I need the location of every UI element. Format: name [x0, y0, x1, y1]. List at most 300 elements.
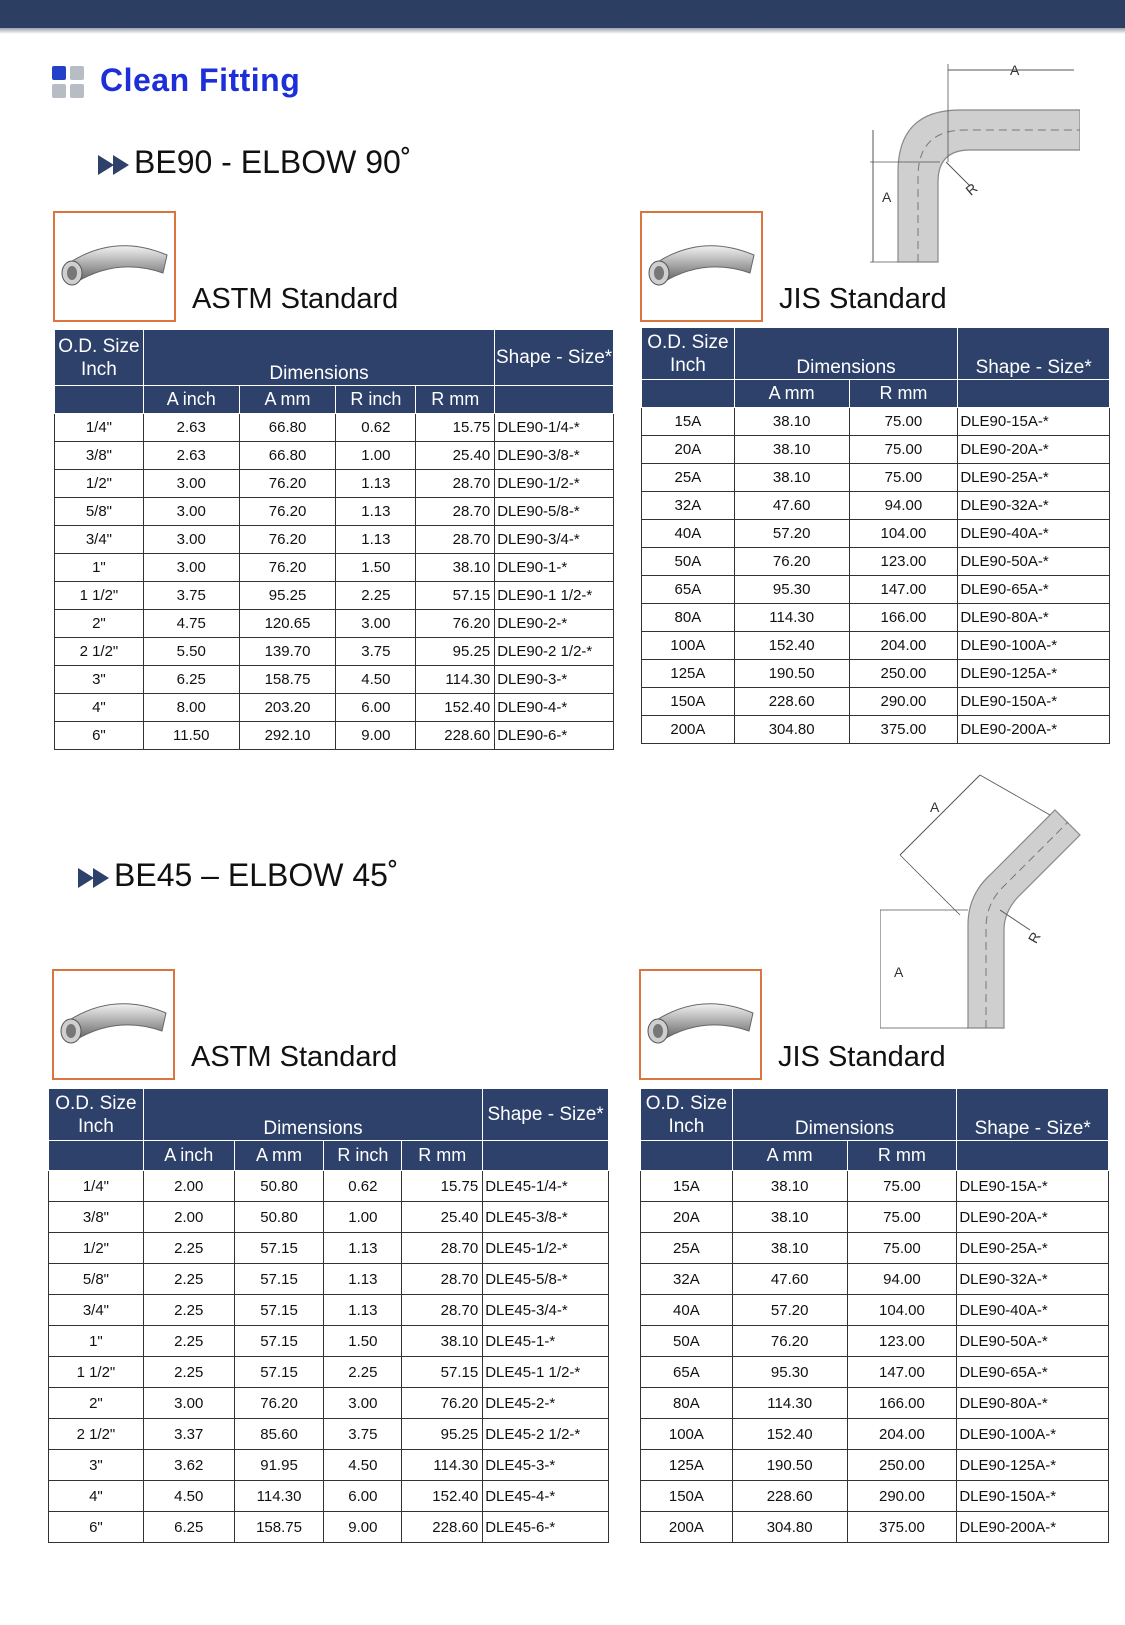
- table-cell: 3.00: [336, 610, 416, 638]
- header-od-sub: [642, 380, 735, 408]
- table-cell: 1/2": [49, 1233, 144, 1264]
- header-od: O.D. Size Inch: [55, 330, 144, 386]
- table-cell: 57.15: [234, 1295, 324, 1326]
- table-cell: 2.25: [143, 1233, 234, 1264]
- table-cell: DLE45-5/8-*: [483, 1264, 609, 1295]
- table-cell: 75.00: [849, 408, 958, 436]
- table-cell: 50.80: [234, 1202, 324, 1233]
- table-cell: 3.37: [143, 1419, 234, 1450]
- table-cell: DLE90-32A-*: [958, 492, 1110, 520]
- table-cell: 190.50: [734, 660, 849, 688]
- table-cell: 95.25: [239, 582, 336, 610]
- table-row: [642, 408, 1110, 436]
- table-cell: 114.30: [732, 1388, 847, 1419]
- table-row: [641, 1295, 1109, 1326]
- table-cell: 80A: [641, 1388, 733, 1419]
- table-row: [55, 582, 614, 610]
- table-cell: 25A: [642, 464, 735, 492]
- table-cell: 123.00: [847, 1326, 957, 1357]
- table-row: [55, 610, 614, 638]
- elbow-image: [641, 971, 760, 1078]
- table-cell: 40A: [641, 1295, 733, 1326]
- table-row: [55, 554, 614, 582]
- table-row: [55, 498, 614, 526]
- table-cell: 85.60: [234, 1419, 324, 1450]
- header-od: O.D. Size Inch: [642, 328, 735, 380]
- diagram-label-a: A: [882, 189, 892, 205]
- header-shape-sub: [957, 1141, 1109, 1171]
- table-cell: DLE90-100A-*: [958, 632, 1110, 660]
- table-cell: 158.75: [239, 666, 336, 694]
- table-cell: 65A: [641, 1357, 733, 1388]
- table-cell: 15A: [641, 1171, 733, 1202]
- header-shape: Shape - Size*: [957, 1089, 1109, 1141]
- header-a-mm: A mm: [234, 1141, 324, 1171]
- header-a-mm: A mm: [732, 1141, 847, 1171]
- table-cell: 75.00: [847, 1171, 957, 1202]
- table-cell: 15A: [642, 408, 735, 436]
- diagram-label-r: R: [962, 179, 981, 199]
- table-cell: 203.20: [239, 694, 336, 722]
- table-cell: 3.62: [143, 1450, 234, 1481]
- table-row: [641, 1264, 1109, 1295]
- table-cell: 47.60: [734, 492, 849, 520]
- table-cell: 3.75: [143, 582, 239, 610]
- table-cell: 25.40: [416, 442, 495, 470]
- table-cell: DLE90-1/2-*: [495, 470, 614, 498]
- table-cell: 228.60: [416, 722, 495, 750]
- table-cell: 0.62: [324, 1171, 402, 1202]
- section-title-text: BE90 - ELBOW 90˚: [134, 144, 412, 180]
- table-cell: DLE45-3/8-*: [483, 1202, 609, 1233]
- table-cell: 228.60: [734, 688, 849, 716]
- table-cell: 152.40: [732, 1419, 847, 1450]
- section-title-text: BE45 – ELBOW 45˚: [114, 857, 399, 893]
- table-cell: 95.25: [402, 1419, 483, 1450]
- header-dimensions: Dimensions: [732, 1089, 957, 1141]
- table-cell: DLE45-4-*: [483, 1481, 609, 1512]
- table-cell: DLE90-5/8-*: [495, 498, 614, 526]
- table-cell: DLE90-65A-*: [958, 576, 1110, 604]
- table-cell: 57.15: [416, 582, 495, 610]
- table-row: [642, 632, 1110, 660]
- table-cell: DLE90-3-*: [495, 666, 614, 694]
- table-cell: 80A: [642, 604, 735, 632]
- table-cell: 100A: [641, 1419, 733, 1450]
- header-shape: Shape - Size*: [483, 1089, 609, 1141]
- table-cell: 20A: [642, 436, 735, 464]
- table-cell: 2.00: [143, 1171, 234, 1202]
- header-r-inch: R inch: [324, 1141, 402, 1171]
- table-cell: 66.80: [239, 414, 336, 442]
- header-r-mm: R mm: [849, 380, 958, 408]
- double-arrow-icon: [98, 154, 132, 176]
- header-a-mm: A mm: [239, 386, 336, 414]
- table-cell: 50.80: [234, 1171, 324, 1202]
- table-row: [642, 716, 1110, 744]
- table-cell: 3": [49, 1450, 144, 1481]
- table-row: [642, 464, 1110, 492]
- table-cell: DLE90-3/8-*: [495, 442, 614, 470]
- table-cell: 5.50: [143, 638, 239, 666]
- table-row: [642, 436, 1110, 464]
- table-cell: DLE90-40A-*: [958, 520, 1110, 548]
- table-cell: 94.00: [847, 1264, 957, 1295]
- table-cell: 28.70: [402, 1233, 483, 1264]
- header-od: O.D. Size Inch: [49, 1089, 144, 1141]
- header-a-inch: A inch: [143, 386, 239, 414]
- table-cell: 57.15: [234, 1233, 324, 1264]
- header-a-mm: A mm: [734, 380, 849, 408]
- table-cell: 158.75: [234, 1512, 324, 1543]
- table-cell: 2.63: [143, 414, 239, 442]
- table-cell: DLE90-4-*: [495, 694, 614, 722]
- table-cell: DLE90-65A-*: [957, 1357, 1109, 1388]
- table-row: [49, 1233, 609, 1264]
- header-r-inch: R inch: [336, 386, 416, 414]
- table-cell: 38.10: [732, 1233, 847, 1264]
- table-cell: 57.15: [234, 1357, 324, 1388]
- table-cell: 0.62: [336, 414, 416, 442]
- table-cell: 290.00: [847, 1481, 957, 1512]
- section-title-elbow-90: [98, 144, 411, 181]
- elbow-photo-jis-90: [640, 211, 763, 322]
- table-cell: 76.20: [234, 1388, 324, 1419]
- header-r-mm: R mm: [416, 386, 495, 414]
- table-cell: 304.80: [734, 716, 849, 744]
- table-row: [55, 694, 614, 722]
- table-cell: 66.80: [239, 442, 336, 470]
- table-cell: 94.00: [849, 492, 958, 520]
- table-cell: 114.30: [402, 1450, 483, 1481]
- table-row: [641, 1357, 1109, 1388]
- table-cell: 1/4": [55, 414, 144, 442]
- diagram-label-a: A: [930, 799, 940, 815]
- table-cell: 11.50: [143, 722, 239, 750]
- table-cell: 204.00: [849, 632, 958, 660]
- table-cell: 2.25: [336, 582, 416, 610]
- table-cell: DLE90-2-*: [495, 610, 614, 638]
- table-cell: 47.60: [732, 1264, 847, 1295]
- table-row: [642, 604, 1110, 632]
- table-cell: 57.15: [402, 1357, 483, 1388]
- jis-label-45: JIS Standard: [778, 1041, 946, 1073]
- table-cell: 375.00: [847, 1512, 957, 1543]
- table-cell: 91.95: [234, 1450, 324, 1481]
- table-cell: 1.13: [336, 526, 416, 554]
- table-cell: 75.00: [849, 464, 958, 492]
- table-row: [49, 1481, 609, 1512]
- table-cell: 290.00: [849, 688, 958, 716]
- table-row: [55, 442, 614, 470]
- table-cell: DLE90-2 1/2-*: [495, 638, 614, 666]
- table-cell: DLE90-3/4-*: [495, 526, 614, 554]
- table-row: [642, 548, 1110, 576]
- table-cell: 1 1/2": [55, 582, 144, 610]
- table-cell: 228.60: [402, 1512, 483, 1543]
- table-cell: DLE90-200A-*: [957, 1512, 1109, 1543]
- top-bar: [0, 0, 1125, 28]
- table-cell: 5/8": [49, 1264, 144, 1295]
- table-cell: 76.20: [732, 1326, 847, 1357]
- table-cell: 20A: [641, 1202, 733, 1233]
- table-cell: DLE90-50A-*: [958, 548, 1110, 576]
- table-cell: 1.50: [324, 1326, 402, 1357]
- table-cell: 1": [49, 1326, 144, 1357]
- table-cell: 3.00: [143, 470, 239, 498]
- table-cell: 2.00: [143, 1202, 234, 1233]
- table-cell: 76.20: [416, 610, 495, 638]
- table-cell: 6.25: [143, 1512, 234, 1543]
- table-row: [49, 1202, 609, 1233]
- table-cell: 3/8": [49, 1202, 144, 1233]
- elbow-45-diagram: [880, 760, 1090, 1040]
- table-cell: 147.00: [849, 576, 958, 604]
- jis-label-90: JIS Standard: [779, 283, 947, 315]
- table-cell: DLE90-200A-*: [958, 716, 1110, 744]
- table-cell: 6": [55, 722, 144, 750]
- table-cell: DLE45-1/4-*: [483, 1171, 609, 1202]
- table-cell: 3.00: [143, 526, 239, 554]
- table-row: [642, 576, 1110, 604]
- table-cell: 75.00: [847, 1233, 957, 1264]
- table-cell: 3/4": [49, 1295, 144, 1326]
- table-row: [49, 1419, 609, 1450]
- table-cell: 9.00: [324, 1512, 402, 1543]
- table-cell: 3.75: [324, 1419, 402, 1450]
- header-dimensions: Dimensions: [143, 330, 494, 386]
- elbow-photo-jis-45: [639, 969, 762, 1080]
- table-cell: 4.50: [143, 1481, 234, 1512]
- table-cell: 2 1/2": [49, 1419, 144, 1450]
- table-cell: 95.30: [734, 576, 849, 604]
- table-cell: 125A: [642, 660, 735, 688]
- table-cell: 25A: [641, 1233, 733, 1264]
- table-cell: 250.00: [849, 660, 958, 688]
- astm-table-elbow-90: [54, 329, 614, 750]
- table-cell: 57.20: [732, 1295, 847, 1326]
- header-shape-sub: [958, 380, 1110, 408]
- header-a-inch: A inch: [143, 1141, 234, 1171]
- table-cell: 3.00: [143, 498, 239, 526]
- table-cell: DLE45-1/2-*: [483, 1233, 609, 1264]
- table-row: [641, 1512, 1109, 1543]
- table-cell: 40A: [642, 520, 735, 548]
- table-cell: DLE90-80A-*: [958, 604, 1110, 632]
- table-cell: 57.20: [734, 520, 849, 548]
- table-cell: 1.13: [336, 470, 416, 498]
- table-cell: DLE45-3/4-*: [483, 1295, 609, 1326]
- table-cell: DLE90-150A-*: [957, 1481, 1109, 1512]
- table-cell: 57.15: [234, 1326, 324, 1357]
- table-cell: 200A: [641, 1512, 733, 1543]
- table-cell: 2.25: [143, 1357, 234, 1388]
- table-cell: 152.40: [416, 694, 495, 722]
- table-cell: 2.25: [143, 1264, 234, 1295]
- table-cell: 4": [49, 1481, 144, 1512]
- header-shape-sub: [495, 386, 614, 414]
- table-cell: DLE90-1/4-*: [495, 414, 614, 442]
- table-cell: DLE45-2 1/2-*: [483, 1419, 609, 1450]
- table-cell: 3.00: [143, 1388, 234, 1419]
- table-cell: 204.00: [847, 1419, 957, 1450]
- astm-label-90: ASTM Standard: [192, 283, 399, 315]
- table-cell: 1.13: [324, 1295, 402, 1326]
- table-row: [641, 1326, 1109, 1357]
- table-cell: 152.40: [402, 1481, 483, 1512]
- header-dimensions: Dimensions: [734, 328, 958, 380]
- table-cell: 3/8": [55, 442, 144, 470]
- table-cell: 3.75: [336, 638, 416, 666]
- table-cell: 147.00: [847, 1357, 957, 1388]
- table-cell: 76.20: [402, 1388, 483, 1419]
- elbow-90-diagram: [870, 62, 1080, 272]
- table-cell: 3": [55, 666, 144, 694]
- double-arrow-icon: [78, 867, 112, 889]
- elbow-image: [55, 213, 174, 320]
- table-cell: 28.70: [402, 1264, 483, 1295]
- header-shape: Shape - Size*: [958, 328, 1110, 380]
- diagram-label-a: A: [894, 964, 904, 980]
- table-row: [49, 1450, 609, 1481]
- table-cell: DLE90-100A-*: [957, 1419, 1109, 1450]
- table-cell: DLE90-25A-*: [958, 464, 1110, 492]
- table-cell: 4.75: [143, 610, 239, 638]
- table-cell: 104.00: [849, 520, 958, 548]
- table-cell: 6.00: [324, 1481, 402, 1512]
- table-row: [641, 1202, 1109, 1233]
- table-cell: 95.30: [732, 1357, 847, 1388]
- table-cell: DLE45-3-*: [483, 1450, 609, 1481]
- table-cell: 2.25: [324, 1357, 402, 1388]
- table-row: [642, 520, 1110, 548]
- header-shape-sub: [483, 1141, 609, 1171]
- table-cell: DLE90-40A-*: [957, 1295, 1109, 1326]
- table-cell: 76.20: [734, 548, 849, 576]
- table-cell: 38.10: [732, 1171, 847, 1202]
- table-row: [55, 526, 614, 554]
- table-row: [641, 1450, 1109, 1481]
- table-cell: 1 1/2": [49, 1357, 144, 1388]
- table-cell: 250.00: [847, 1450, 957, 1481]
- table-row: [641, 1419, 1109, 1450]
- table-row: [49, 1295, 609, 1326]
- table-row: [642, 660, 1110, 688]
- table-cell: 3.00: [324, 1388, 402, 1419]
- table-cell: 4.50: [336, 666, 416, 694]
- table-cell: 6.25: [143, 666, 239, 694]
- table-cell: 38.10: [734, 436, 849, 464]
- table-cell: DLE90-1-*: [495, 554, 614, 582]
- table-cell: 5/8": [55, 498, 144, 526]
- table-cell: DLE90-150A-*: [958, 688, 1110, 716]
- table-cell: 38.10: [734, 464, 849, 492]
- table-cell: 120.65: [239, 610, 336, 638]
- table-row: [49, 1264, 609, 1295]
- table-cell: DLE45-1-*: [483, 1326, 609, 1357]
- table-cell: 50A: [642, 548, 735, 576]
- table-cell: 375.00: [849, 716, 958, 744]
- table-row: [55, 470, 614, 498]
- astm-table-elbow-45: [48, 1088, 609, 1543]
- table-cell: 2.25: [143, 1326, 234, 1357]
- header-r-mm: R mm: [847, 1141, 957, 1171]
- table-cell: 152.40: [734, 632, 849, 660]
- table-cell: 75.00: [849, 436, 958, 464]
- table-cell: 76.20: [239, 470, 336, 498]
- table-cell: 28.70: [416, 470, 495, 498]
- table-cell: 1.13: [324, 1233, 402, 1264]
- table-cell: 38.10: [402, 1326, 483, 1357]
- table-cell: 114.30: [416, 666, 495, 694]
- table-cell: DLE90-125A-*: [958, 660, 1110, 688]
- header-r-mm: R mm: [402, 1141, 483, 1171]
- table-cell: 2.25: [143, 1295, 234, 1326]
- table-cell: 1.00: [336, 442, 416, 470]
- table-cell: 1/2": [55, 470, 144, 498]
- table-cell: 4.50: [324, 1450, 402, 1481]
- table-cell: 104.00: [847, 1295, 957, 1326]
- table-cell: 3.00: [143, 554, 239, 582]
- table-cell: 3/4": [55, 526, 144, 554]
- table-cell: DLE90-1 1/2-*: [495, 582, 614, 610]
- table-cell: 8.00: [143, 694, 239, 722]
- table-row: [49, 1326, 609, 1357]
- table-cell: DLE45-6-*: [483, 1512, 609, 1543]
- header-od-sub: [641, 1141, 733, 1171]
- table-cell: 38.10: [734, 408, 849, 436]
- table-row: [642, 492, 1110, 520]
- table-cell: DLE90-50A-*: [957, 1326, 1109, 1357]
- table-cell: 166.00: [849, 604, 958, 632]
- jis-table-elbow-45: [640, 1088, 1109, 1543]
- header-shape: Shape - Size*: [495, 330, 614, 386]
- table-cell: DLE90-20A-*: [958, 436, 1110, 464]
- grid-logo-icon: [52, 66, 86, 100]
- table-cell: 9.00: [336, 722, 416, 750]
- table-cell: 190.50: [732, 1450, 847, 1481]
- table-cell: 166.00: [847, 1388, 957, 1419]
- table-cell: 2.63: [143, 442, 239, 470]
- table-cell: 6.00: [336, 694, 416, 722]
- table-cell: 38.10: [732, 1202, 847, 1233]
- table-cell: 38.10: [416, 554, 495, 582]
- table-row: [49, 1171, 609, 1202]
- table-row: [55, 722, 614, 750]
- table-cell: DLE90-32A-*: [957, 1264, 1109, 1295]
- table-cell: DLE90-15A-*: [958, 408, 1110, 436]
- table-cell: DLE90-6-*: [495, 722, 614, 750]
- header-od: O.D. Size Inch: [641, 1089, 733, 1141]
- diagram-label-a: A: [1010, 62, 1020, 78]
- page-title: Clean Fitting: [100, 62, 301, 98]
- table-cell: 50A: [641, 1326, 733, 1357]
- table-cell: 139.70: [239, 638, 336, 666]
- table-row: [49, 1357, 609, 1388]
- table-cell: 2 1/2": [55, 638, 144, 666]
- table-cell: DLE90-25A-*: [957, 1233, 1109, 1264]
- table-cell: 65A: [642, 576, 735, 604]
- table-row: [642, 688, 1110, 716]
- elbow-image: [54, 971, 173, 1078]
- table-cell: 28.70: [416, 526, 495, 554]
- table-cell: 32A: [641, 1264, 733, 1295]
- table-cell: 100A: [642, 632, 735, 660]
- elbow-image: [642, 213, 761, 320]
- table-cell: DLE90-80A-*: [957, 1388, 1109, 1419]
- table-cell: DLE45-2-*: [483, 1388, 609, 1419]
- table-cell: DLE45-1 1/2-*: [483, 1357, 609, 1388]
